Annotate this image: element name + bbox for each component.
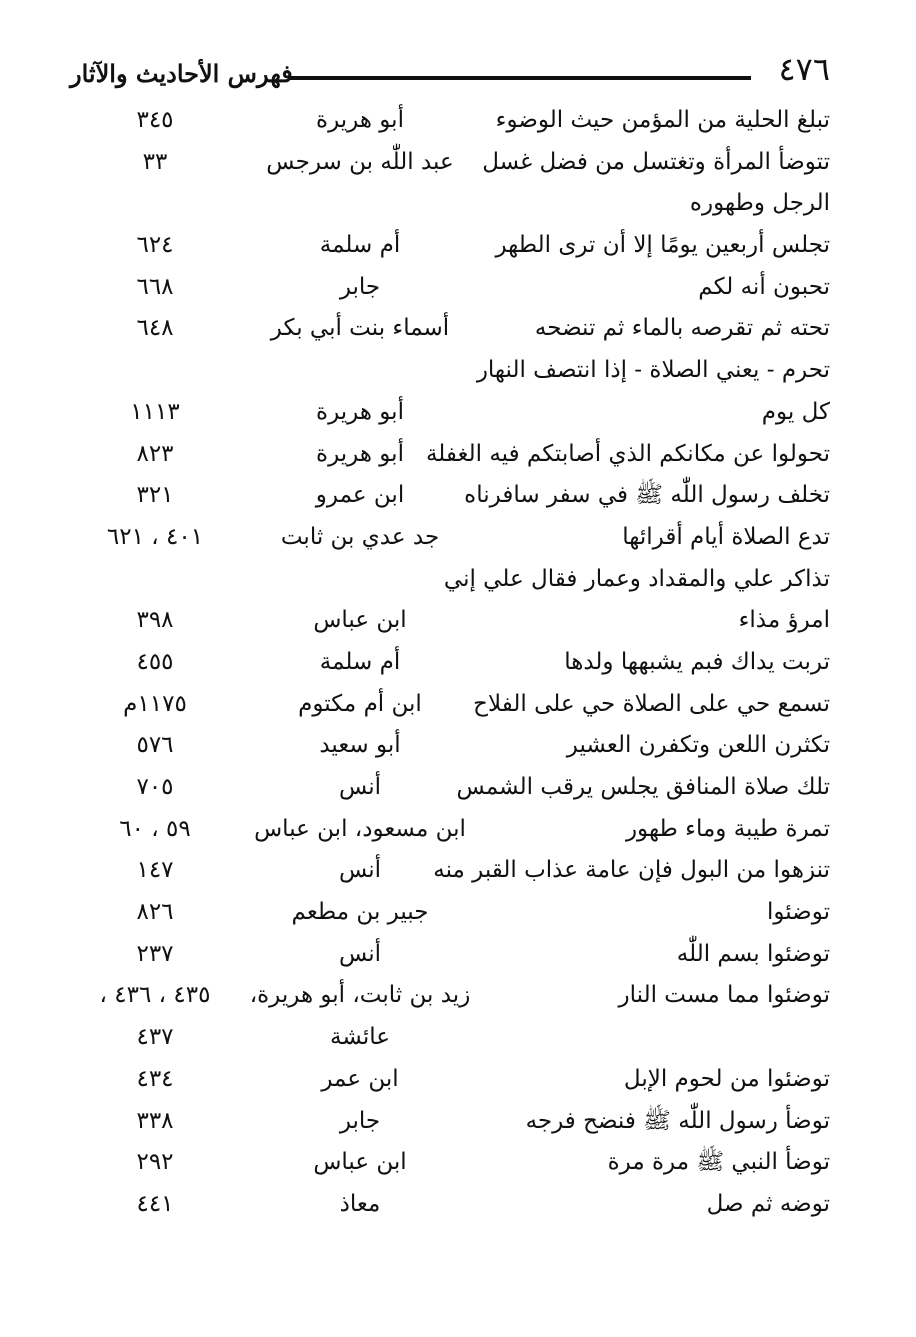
hadith-text: تتوضأ المرأة وتغتسل من فضل غسل bbox=[482, 148, 830, 175]
index-row bbox=[70, 767, 830, 809]
hadith-text: توضئوا bbox=[766, 899, 830, 926]
index-row bbox=[70, 392, 830, 434]
hadith-text: توضأ رسول اللّٰه ﷺ فنضح فرجه bbox=[525, 1107, 830, 1134]
narrator: جابر bbox=[339, 273, 381, 300]
narrator: عائشة bbox=[330, 1024, 390, 1051]
hadith-text: تحبون أنه لكم bbox=[698, 273, 830, 300]
narrator: أم سلمة bbox=[319, 648, 401, 675]
index-row bbox=[70, 142, 830, 184]
page-reference: ٢٩٢ bbox=[136, 1149, 174, 1176]
page-reference: ٦٤٨ bbox=[136, 315, 174, 342]
index-row bbox=[70, 1017, 830, 1059]
narrator: ابن عمر bbox=[321, 1065, 399, 1092]
page-reference: ٤٣٥ ، ٤٣٦ ، bbox=[99, 982, 211, 1009]
narrator: ابن مسعود، ابن عباس bbox=[254, 815, 466, 842]
narrator: جبير بن مطعم bbox=[291, 899, 429, 926]
page-reference: ٤٤١ bbox=[136, 1190, 174, 1217]
page-reference: ٢٣٧ bbox=[136, 940, 174, 967]
page-reference: ٣٢١ bbox=[136, 482, 174, 509]
index-row bbox=[70, 267, 830, 309]
page-number: ٤٧٦ bbox=[778, 50, 830, 88]
hadith-text: تحولوا عن مكانكم الذي أصابتكم فيه الغفلة bbox=[425, 440, 830, 467]
index-row bbox=[70, 975, 830, 1017]
narrator: أنس bbox=[338, 940, 382, 967]
hadith-text: تكثرن اللعن وتكفرن العشير bbox=[566, 732, 830, 759]
index-row bbox=[70, 517, 830, 559]
index-row bbox=[70, 350, 830, 392]
page-reference: ٤٣٧ bbox=[136, 1024, 174, 1051]
hadith-text: تذاكر علي والمقداد وعمار فقال علي إني bbox=[443, 565, 830, 592]
hadith-text: الرجل وطهوره bbox=[689, 190, 830, 217]
hadith-index-table bbox=[70, 100, 830, 1226]
hadith-text: تدع الصلاة أيام أقرائها bbox=[622, 523, 830, 550]
index-row bbox=[70, 934, 830, 976]
hadith-text: تحته ثم تقرصه بالماء ثم تنضحه bbox=[534, 315, 830, 342]
page-reference: ٨٢٦ bbox=[136, 899, 174, 926]
narrator: أسماء بنت أبي بكر bbox=[270, 315, 450, 342]
page-reference: ١١١٣ bbox=[130, 398, 180, 425]
index-row bbox=[70, 642, 830, 684]
index-row bbox=[70, 725, 830, 767]
page-reference: ٦٦٨ bbox=[136, 273, 174, 300]
index-row bbox=[70, 1101, 830, 1143]
hadith-text: توضأ النبي ﷺ مرة مرة bbox=[607, 1149, 830, 1176]
hadith-text: تمرة طيبة وماء طهور bbox=[625, 815, 830, 842]
index-row bbox=[70, 809, 830, 851]
narrator: أنس bbox=[338, 857, 382, 884]
narrator: أبو هريرة bbox=[316, 440, 404, 467]
page-reference: ٣٣ bbox=[142, 148, 168, 175]
hadith-text: توضئوا من لحوم الإبل bbox=[623, 1065, 830, 1092]
narrator: أبو هريرة bbox=[316, 107, 404, 133]
narrator: أبو سعيد bbox=[319, 732, 401, 759]
narrator: ابن أم مكتوم bbox=[298, 690, 422, 717]
header-rule bbox=[288, 76, 751, 80]
narrator: أنس bbox=[338, 774, 382, 800]
page-reference: ٤٣٤ bbox=[136, 1065, 174, 1092]
page-reference: ٤٥٥ bbox=[136, 648, 174, 675]
page-reference: ٣٣٨ bbox=[136, 1107, 174, 1134]
index-row bbox=[70, 850, 830, 892]
index-row bbox=[70, 600, 830, 642]
narrator: زيد بن ثابت، أبو هريرة، bbox=[249, 982, 471, 1009]
index-row bbox=[70, 225, 830, 267]
index-row bbox=[70, 559, 830, 601]
hadith-text: كل يوم bbox=[761, 398, 830, 425]
index-row bbox=[70, 100, 830, 142]
index-row bbox=[70, 183, 830, 225]
hadith-text: توضئوا مما مست النار bbox=[618, 982, 830, 1009]
hadith-text: امرؤ مذاء bbox=[738, 607, 830, 634]
index-row bbox=[70, 434, 830, 476]
page-header bbox=[70, 48, 830, 98]
hadith-text: تسمع حي على الصلاة حي على الفلاح bbox=[473, 690, 830, 717]
hadith-text: تنزهوا من البول فإن عامة عذاب القبر منه bbox=[433, 857, 830, 884]
narrator: أم سلمة bbox=[319, 232, 401, 259]
page-reference: ٥٧٦ bbox=[136, 732, 174, 759]
page-reference: ٣٤٥ bbox=[136, 107, 174, 133]
index-row bbox=[70, 1142, 830, 1184]
hadith-text: تبلغ الحلية من المؤمن حيث الوضوء bbox=[495, 107, 830, 133]
hadith-text: تحرم - يعني الصلاة - إذا انتصف النهار bbox=[476, 357, 830, 384]
index-row bbox=[70, 308, 830, 350]
page-reference: ٧٠٥ bbox=[136, 774, 174, 800]
narrator: ابن عمرو bbox=[315, 482, 405, 509]
narrator: جد عدي بن ثابت bbox=[280, 523, 440, 550]
page-reference: ٣٩٨ bbox=[136, 607, 174, 634]
page-reference: ١١٧٥م bbox=[123, 690, 187, 717]
narrator: عبد اللّٰه بن سرجس bbox=[266, 148, 454, 175]
page-reference: ١٤٧ bbox=[136, 857, 174, 884]
narrator: جابر bbox=[339, 1107, 381, 1134]
narrator: أبو هريرة bbox=[316, 398, 404, 425]
page-reference: ٤٠١ ، ٦٢١ bbox=[106, 523, 204, 550]
narrator: معاذ bbox=[339, 1190, 381, 1217]
index-row bbox=[70, 475, 830, 517]
index-row bbox=[70, 1184, 830, 1226]
hadith-text: تجلس أربعين يومًا إلا أن ترى الطهر bbox=[495, 232, 830, 259]
running-title: فهرس الأحاديث والآثار bbox=[70, 59, 293, 88]
page-reference: ٨٢٣ bbox=[136, 440, 174, 467]
hadith-text: تربت يداك فبم يشبهها ولدها bbox=[564, 648, 830, 675]
index-row bbox=[70, 1059, 830, 1101]
page-reference: ٦٢٤ bbox=[136, 232, 174, 259]
hadith-text: توضئوا بسم اللّٰه bbox=[676, 940, 830, 967]
index-row bbox=[70, 892, 830, 934]
narrator: ابن عباس bbox=[313, 607, 407, 634]
index-row bbox=[70, 684, 830, 726]
hadith-text: توضه ثم صل bbox=[706, 1190, 830, 1217]
narrator: ابن عباس bbox=[313, 1149, 407, 1176]
page-reference: ٥٩ ، ٦٠ bbox=[119, 815, 191, 842]
hadith-text: تلك صلاة المنافق يجلس يرقب الشمس bbox=[456, 774, 830, 800]
hadith-text: تخلف رسول اللّٰه ﷺ في سفر سافرناه bbox=[464, 482, 830, 509]
